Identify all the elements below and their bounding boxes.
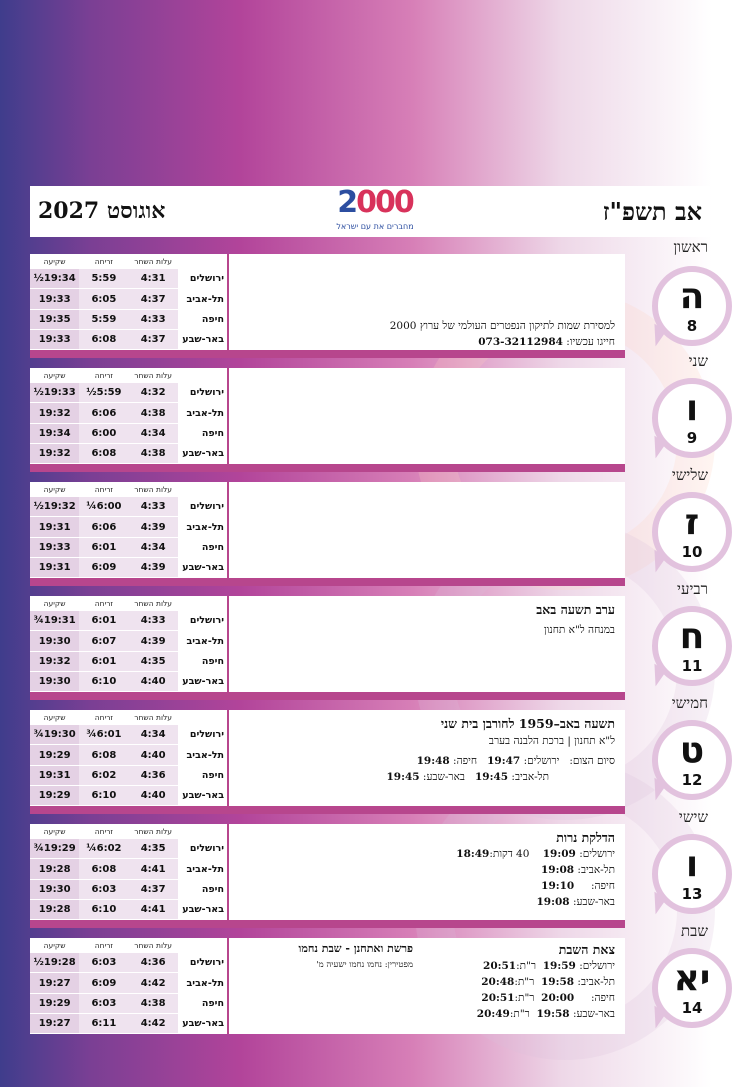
table-row [30,517,227,537]
city-label: באר-שבע [178,329,227,349]
time-cell: 4:33 [129,309,178,329]
time-cell: 6:01 [79,651,128,671]
table-row [30,383,227,403]
time-cell: 4:39 [129,517,178,537]
time-cell: 6:00¼ [79,497,128,517]
note-text: 19:58 [540,976,575,988]
candle-line-bs [235,894,615,910]
time-cell: 19:28 [30,859,79,879]
time-cell: 6:03 [79,879,128,899]
time-cell: 4:39 [129,557,178,577]
city-label: תל-אביב [178,403,227,423]
logo-number: 2000 [337,185,413,220]
havdala-line-haifa [415,990,615,1006]
note-text: ר"ת: [516,960,537,972]
time-cell: 19:33½ [30,383,79,403]
table-row [30,1013,227,1033]
time-cell: 6:05 [79,289,128,309]
table-row [30,725,227,745]
time-cell: 6:11 [79,1013,128,1033]
time-cell: 4:38 [129,443,178,463]
time-cell: 19:28 [30,899,79,919]
table-row [30,254,227,269]
column-header: שקיעה [30,254,79,269]
note-text: 19:48 [416,755,450,767]
day-name: שישי [678,808,708,826]
time-cell: 6:07 [79,631,128,651]
city-label: תל-אביב [178,289,227,309]
note-text: 073-32112984 [478,336,563,348]
table-row [30,329,227,349]
column-header [178,938,227,953]
note-subtitle: ל"א תחנון | ברכת הלבנה בערב [488,735,615,747]
column-header: שקיעה [30,710,79,725]
zmanim-table [30,368,227,464]
city-label: באר-שבע [178,443,227,463]
time-cell: 4:38 [129,993,178,1013]
city-label: חיפה [178,537,227,557]
time-cell: 4:34 [129,537,178,557]
table-row [30,859,227,879]
note-text: 19:08 [540,864,575,876]
logo-tagline: מחברים את עם ישראל [336,222,414,231]
table-row [30,596,227,611]
column-header: עלות השחר [129,710,178,725]
note-text: ירושלים: [523,755,560,767]
time-cell: 4:35 [129,839,178,859]
note-text: 20:48 [481,976,515,988]
date-bubble [652,720,732,800]
city-label: חיפה [178,309,227,329]
column-header: שקיעה [30,824,79,839]
table-row [30,497,227,517]
time-cell: 6:08 [79,443,128,463]
havdala-line-ta [415,974,615,990]
hebrew-date: ו [685,844,699,885]
time-cell: 4:34 [129,725,178,745]
time-cell: 6:06 [79,403,128,423]
time-cell: 5:59 [79,309,128,329]
note-text: ירושלים: [579,960,615,972]
time-cell: 6:10 [79,899,128,919]
time-cell: 4:33 [129,497,178,517]
channel-logo [320,186,430,236]
time-cell: 19:33 [30,289,79,309]
city-label: ירושלים [178,383,227,403]
time-cell: 4:40 [129,745,178,765]
note-text: תל-אביב: [511,771,549,783]
gregorian-date: 11 [681,657,703,675]
city-label: חיפה [178,765,227,785]
zmanim-table [30,938,227,1034]
city-label: ירושלים [178,269,227,289]
note-text: 20:51 [483,960,517,972]
zmanim-table [30,482,227,578]
note-text: חייגו עכשיו: [566,336,615,348]
column-header: עלות השחר [129,254,178,269]
table-row [30,765,227,785]
date-bubble [652,834,732,914]
divider [227,482,229,578]
note-text: ר"ת: [514,992,535,1004]
time-cell: 6:01 [79,537,128,557]
table-row [30,631,227,651]
city-label: ירושלים [178,839,227,859]
time-cell: 4:35 [129,651,178,671]
hebrew-date: ח [679,616,705,657]
note-text: חיפה: [590,880,615,892]
table-row [30,443,227,463]
time-cell: 6:09 [79,557,128,577]
column-header: עלות השחר [129,596,178,611]
gregorian-date: 14 [681,999,703,1017]
time-cell: 6:03 [79,953,128,973]
note-text: באר-שבע: [422,771,465,783]
day-name: חמישי [671,694,708,712]
city-label: תל-אביב [178,745,227,765]
table-row [30,269,227,289]
date-bubble [652,492,732,572]
time-cell: 5:59½ [79,383,128,403]
day-notes [229,712,621,806]
time-cell: 19:29 [30,993,79,1013]
time-cell: 6:09 [79,973,128,993]
candle-line-jer [235,846,615,862]
time-cell: 4:32 [129,383,178,403]
time-cell: 4:41 [129,859,178,879]
day-row-5 [30,710,625,814]
havdala-title: צאת השבת [558,942,615,957]
time-cell: 19:34 [30,423,79,443]
city-label: חיפה [178,993,227,1013]
time-cell: 19:30 [30,671,79,691]
time-cell: 4:34 [129,423,178,443]
table-row [30,824,227,839]
note-title: הדלקת נרות [556,830,615,845]
note-text: 20:51 [481,992,515,1004]
havdala-block [415,942,615,1022]
column-header: זריחה [79,368,128,383]
gregorian-date: 12 [681,771,703,789]
time-cell: 19:34½ [30,269,79,289]
fast-end-line-2 [235,769,615,785]
column-header: עלות השחר [129,824,178,839]
time-cell: 4:42 [129,973,178,993]
time-cell: 6:08 [79,859,128,879]
parasha-title: פרשת ואתחנן - שבת נחמו [298,942,413,955]
time-cell: 4:40 [129,785,178,805]
gregorian-date: 10 [681,543,703,561]
column-header [178,254,227,269]
time-cell: 6:02¼ [79,839,128,859]
zmanim-table [30,824,227,920]
table-row [30,899,227,919]
gregorian-date: 8 [686,317,698,335]
table-row [30,368,227,383]
table-row [30,423,227,443]
time-cell: 4:37 [129,289,178,309]
time-cell: 19:33 [30,329,79,349]
column-header: שקיעה [30,368,79,383]
day-row-4 [30,596,625,700]
time-cell: 19:31 [30,517,79,537]
gregorian-month-title: אוגוסט 2027 [38,198,166,224]
hebrew-date: יא [673,958,711,999]
time-cell: 19:31¾ [30,611,79,631]
table-row [30,938,227,953]
note-text: 19:58 [536,1008,570,1020]
column-header: עלות השחר [129,938,178,953]
time-cell: 4:31 [129,269,178,289]
day-notes [229,826,621,920]
havdala-line-jer [415,958,615,974]
table-row [30,289,227,309]
column-header [178,368,227,383]
zmanim-table [30,710,227,806]
table-row [30,953,227,973]
city-label: חיפה [178,423,227,443]
time-cell: 4:37 [129,879,178,899]
parasha-block [233,942,413,970]
day-notes [229,940,621,1034]
havdala-line-bs [415,1006,615,1022]
candle-line-ta [235,862,615,878]
column-header: שקיעה [30,482,79,497]
column-header: זריחה [79,596,128,611]
divider [227,368,229,464]
city-label: באר-שבע [178,899,227,919]
time-cell: 19:30 [30,879,79,899]
time-cell: 19:33 [30,537,79,557]
note-text: 19:10 [541,880,575,892]
time-cell: 4:38 [129,403,178,423]
time-cell: 19:27 [30,973,79,993]
note-title: ערב תשעה באב [536,602,615,617]
time-cell: 19:29 [30,785,79,805]
table-row [30,785,227,805]
table-row [30,482,227,497]
table-row [30,839,227,859]
time-cell: 6:06 [79,517,128,537]
time-cell: 4:33 [129,611,178,631]
time-cell: 4:41 [129,899,178,919]
note-text: 20:49 [476,1008,510,1020]
table-row [30,745,227,765]
day-row-3 [30,482,625,586]
column-header: זריחה [79,254,128,269]
haftara-line: מפטירין: נחמו נחמו ישעיה מ' [316,960,413,970]
note-text: 19:45 [474,771,509,783]
column-header: שקיעה [30,938,79,953]
note-text: חיפה: [453,755,478,767]
day-notes [229,598,621,692]
time-cell: 19:31 [30,557,79,577]
time-cell: 6:08 [79,745,128,765]
day-name: שלישי [671,466,708,484]
table-row [30,403,227,423]
note-text: 19:45 [386,771,420,783]
city-label: תל-אביב [178,631,227,651]
time-cell: 19:35 [30,309,79,329]
note-text: ירושלים: [579,848,615,860]
note-text: 19:59 [542,960,576,972]
city-label: ירושלים [178,725,227,745]
note-text: 19:09 [542,848,576,860]
date-bubble [652,378,732,458]
date-bubble [652,606,732,686]
time-cell: 6:00 [79,423,128,443]
city-label: תל-אביב [178,859,227,879]
time-cell: 4:37 [129,329,178,349]
note-text: חיפה: [590,992,615,1004]
city-label: חיפה [178,651,227,671]
note-text: באר-שבע: [572,1008,615,1020]
note-text: ר"ת: [509,1008,530,1020]
gregorian-date: 13 [681,885,703,903]
note-text: 18:49 [456,848,490,860]
city-label: תל-אביב [178,517,227,537]
note-text: 20:00 [541,992,575,1004]
time-cell: 6:10 [79,785,128,805]
note-text: תל-אביב: [577,976,615,988]
column-header [178,824,227,839]
table-row [30,973,227,993]
day-name: שני [688,352,708,370]
day-row-7 [30,938,625,1034]
time-cell: 4:36 [129,953,178,973]
time-cell: 19:30 [30,631,79,651]
table-row [30,993,227,1013]
city-label: ירושלים [178,953,227,973]
time-cell: 19:32 [30,443,79,463]
table-row [30,537,227,557]
column-header: שקיעה [30,596,79,611]
time-cell: 4:42 [129,1013,178,1033]
gregorian-date: 9 [686,429,698,447]
city-label: באר-שבע [178,785,227,805]
time-cell: 19:31 [30,765,79,785]
date-bubble [652,948,732,1028]
hebrew-date: ה [679,276,705,317]
time-cell: 19:27 [30,1013,79,1033]
hebrew-date: ז [684,502,700,543]
zmanim-table [30,254,227,350]
day-row-6 [30,824,625,928]
time-cell: 5:59 [79,269,128,289]
note-text: סיום הצום: [569,755,615,767]
day-row-1 [30,254,625,358]
column-header [178,710,227,725]
note-phone-line [390,334,615,350]
time-cell: 6:03 [79,993,128,1013]
time-cell: 19:30¾ [30,725,79,745]
time-cell: 19:32½ [30,497,79,517]
city-label: חיפה [178,879,227,899]
time-cell: 19:32 [30,403,79,423]
calendar-header [30,186,710,237]
city-label: באר-שבע [178,557,227,577]
table-row [30,651,227,671]
note-line: למסירת שמות לתיקון הנפטרים העולמי של ערוץ 2000 [389,320,615,332]
day-name: ראשון [673,238,708,256]
note-text: 40 דקות: [489,848,530,860]
column-header [178,596,227,611]
column-header: עלות השחר [129,368,178,383]
candle-line-haifa [235,878,615,894]
note-title: תשעה באב–1959 לחורבן בית שני [440,716,615,731]
time-cell: 19:32 [30,651,79,671]
hebrew-date: ו [685,388,699,429]
time-cell: 6:08 [79,329,128,349]
time-cell: 19:28½ [30,953,79,973]
time-cell: 6:01 [79,611,128,631]
hebrew-date: ט [679,730,705,771]
city-label: ירושלים [178,497,227,517]
time-cell: 4:40 [129,671,178,691]
time-cell: 6:10 [79,671,128,691]
day-name: רביעי [677,580,708,598]
date-bubble [652,266,732,346]
note-text: 19:47 [487,755,521,767]
time-cell: 4:36 [129,765,178,785]
city-label: באר-שבע [178,1013,227,1033]
table-row [30,671,227,691]
time-cell: 6:01¾ [79,725,128,745]
city-label: ירושלים [178,611,227,631]
table-row [30,879,227,899]
fast-end-line-1 [235,753,615,769]
time-cell: 4:39 [129,631,178,651]
hebrew-month-title: אב תשפ"ז [602,197,702,226]
table-row [30,710,227,725]
zmanim-table [30,596,227,692]
note-text: תל-אביב: [577,864,615,876]
table-row [30,611,227,631]
note-subtitle: במנחה ל"א תחנון [543,624,615,636]
time-cell: 19:29¾ [30,839,79,859]
note-text: 19:08 [536,896,570,908]
note-text: באר-שבע: [572,896,615,908]
note-text: ר"ת: [514,976,535,988]
column-header: זריחה [79,938,128,953]
city-label: תל-אביב [178,973,227,993]
column-header [178,482,227,497]
table-row [30,309,227,329]
time-cell: 19:29 [30,745,79,765]
table-row [30,557,227,577]
column-header: זריחה [79,482,128,497]
column-header: עלות השחר [129,482,178,497]
city-label: באר-שבע [178,671,227,691]
column-header: זריחה [79,710,128,725]
day-name: שבת [681,922,708,940]
day-notes [229,256,621,350]
column-header: זריחה [79,824,128,839]
day-row-2 [30,368,625,472]
time-cell: 6:02 [79,765,128,785]
